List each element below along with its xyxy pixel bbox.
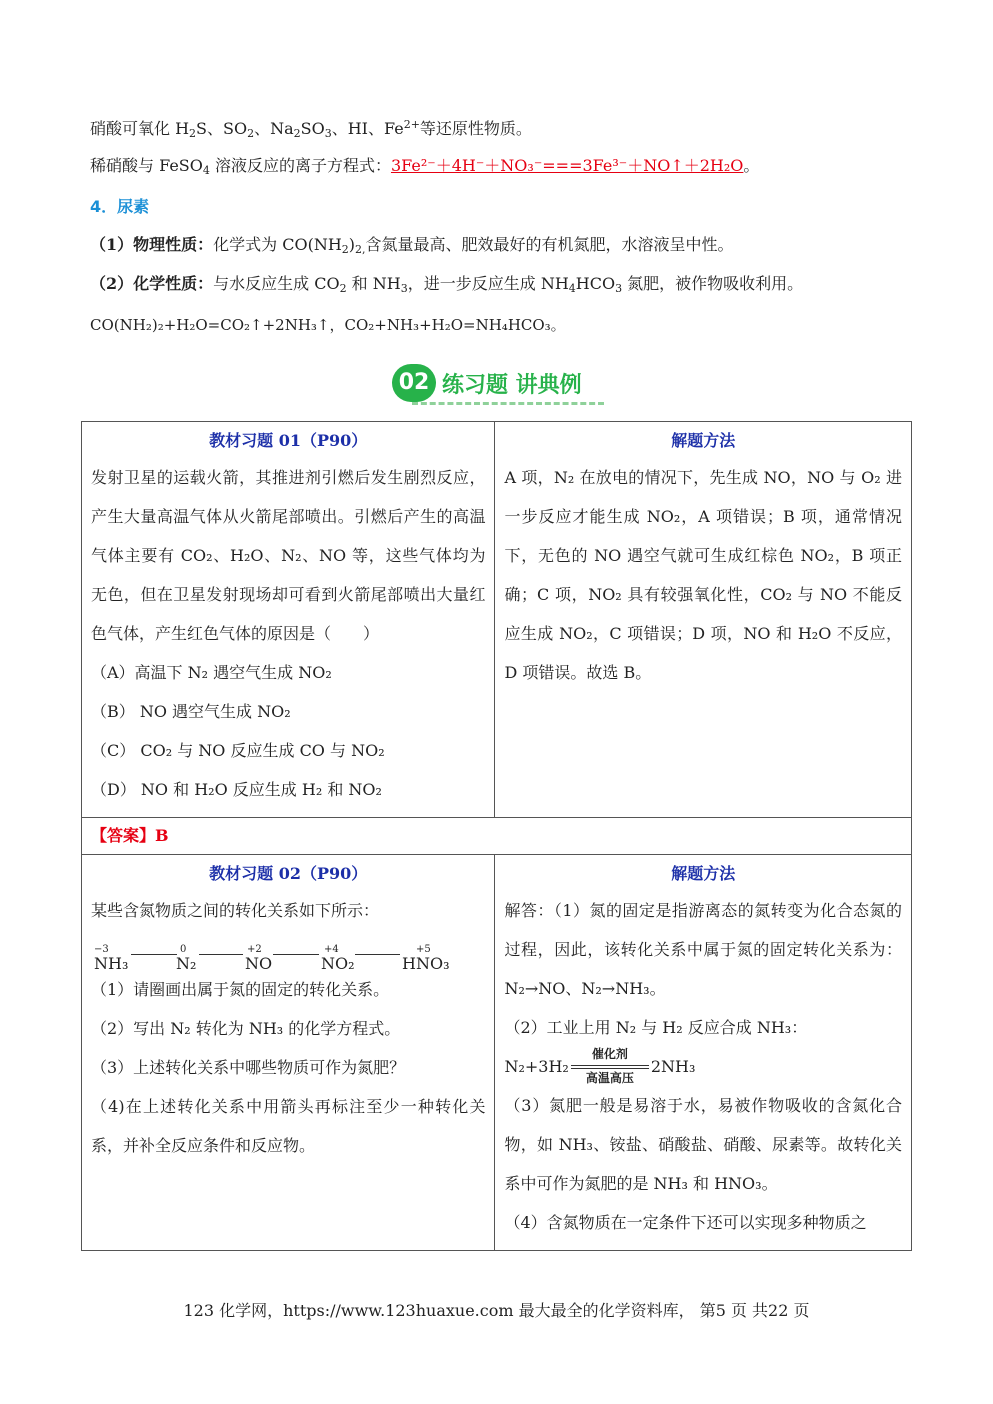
q2-method-2: （2）工业上用 N₂ 与 H₂ 反应合成 NH₃： xyxy=(504,1018,808,1037)
q2-stem: 某些含氮物质之间的转化关系如下所示： xyxy=(91,901,380,920)
text: 化学式为 CO(NH xyxy=(213,235,342,254)
text: 溶液反应的离子方程式： xyxy=(209,156,391,175)
banner-number: 02 xyxy=(392,364,436,402)
q2-item: （2）写出 N₂ 转化为 NH₃ 的化学方程式。 xyxy=(91,1019,401,1038)
ox-state: +2 xyxy=(247,944,262,955)
urea-chemical: （2）化学性质：与水反应生成 $CO_2$ 和 $NH_3$，进一步反应生成 $NH_4HCO_3$ 氮肥，被作物吸收利用。 xyxy=(90,274,804,295)
text: 稀硝酸与 FeSO xyxy=(90,156,203,175)
catalyst-label: 催化剂 xyxy=(591,1046,628,1061)
intro-line-1: 硝酸可氧化 $H_2S$、$SO_2$、$Na_2SO_3$、HI、$Fe^{2+}$等还原性物质。 xyxy=(90,118,532,140)
arrow-line xyxy=(571,1068,649,1069)
label: （1）物理性质： xyxy=(90,235,214,254)
text: S、SO xyxy=(196,119,248,138)
chain-species: NH₃ xyxy=(94,954,129,973)
condition-label: 高温高压 xyxy=(585,1070,634,1085)
q2-question-cell xyxy=(82,855,495,1251)
q2-heading: 教材习题 02（P90） xyxy=(209,864,368,883)
chain-link xyxy=(199,954,243,955)
text: ，进一步反应生成 NH xyxy=(407,274,569,293)
text: 含氮量最高、肥效最好的有机氮肥，水溶液呈中性。 xyxy=(365,235,734,254)
q1-option: （D） NO 和 H₂O 反应生成 H₂ 和 NO₂ xyxy=(91,780,382,799)
chain-link xyxy=(131,954,177,955)
q1-option: （B） NO 遇空气生成 NO₂ xyxy=(91,702,291,721)
text: 与水反应生成 CO xyxy=(213,274,340,293)
banner-title: 练习题 讲典例 xyxy=(442,373,582,398)
section-banner xyxy=(392,362,612,408)
q2-method-3: （3）氮肥一般是易溶于水，易被作物吸收的含氮化合物，如 NH₃、铵盐、硝酸盐、硝酸、尿素等。故转化关系中可作为氮肥的是 NH₃ 和 HNO₃。 xyxy=(504,1096,902,1193)
chain-species: NO xyxy=(245,954,273,973)
q1-option: （C） CO₂ 与 NO 反应生成 CO 与 NO₂ xyxy=(91,741,385,760)
text: 等还原性物质。 xyxy=(419,119,532,138)
text: 、Na xyxy=(254,119,294,138)
q1-method-text: A 项，N₂ 在放电的情况下，先生成 NO，NO 与 O₂ 进一步反应才能生成 NO₂，A 项错误；B 项，通常情况下，无色的 NO 遇空气就可生成红棕色 NO₂，B 项正确；C 项，NO₂ 具有较强氧化性，CO₂ 与 NO 不能反应生成 NO₂，C 项错误；D 项，NO 和 H₂O 不反应，D 项错误。故选 B。 xyxy=(504,468,902,682)
chain-link xyxy=(355,954,400,955)
chain-species: HNO₃ xyxy=(402,954,450,973)
q2-row xyxy=(82,855,912,1251)
text: SO xyxy=(300,119,325,138)
page-footer: 123 化学网，https://www.123huaxue.com 最大最全的化学资料库， 第5 页 共22 页 xyxy=(183,1301,810,1320)
chain-species: N₂ xyxy=(176,954,197,973)
q1-answer-cell xyxy=(82,818,912,855)
q1-method-heading: 解题方法 xyxy=(671,431,736,450)
text: 和 NH xyxy=(346,274,401,293)
ox-state: 0 xyxy=(180,944,187,955)
q2-item: （4)在上述转化关系中用箭头再标注至少一种转化关系，并补全反应条件和反应物。 xyxy=(91,1097,486,1155)
q1-question-cell xyxy=(82,422,495,818)
eq-left: N₂+3H₂ xyxy=(504,1057,569,1076)
ox-state: +4 xyxy=(324,944,339,955)
q2-item: （1）请圈画出属于氮的固定的转化关系。 xyxy=(91,980,390,999)
q2-method-4: （4）含氮物质在一定条件下还可以实现多种物质之 xyxy=(504,1213,867,1232)
q1-option: （A）高温下 N₂ 遇空气生成 NO₂ xyxy=(91,663,332,682)
reversible-arrow xyxy=(571,1046,649,1085)
text: 、HI、Fe xyxy=(331,119,404,138)
q2-method-cell xyxy=(495,855,912,1251)
section-4-title: 4．尿素 xyxy=(90,197,150,216)
q1-heading: 教材习题 01（P90） xyxy=(209,431,368,450)
chain-species: NO₂ xyxy=(321,954,355,973)
urea-physical: （1）物理性质：化学式为 $CO(NH_2)_{2,}$含氮量最高、肥效最好的有机氮肥，水溶液呈中性。 xyxy=(90,235,734,256)
q1-stem: 发射卫星的运载火箭，其推进剂引燃后发生剧烈反应，产生大量高温气体从火箭尾部喷出。引燃后产生的高温气体主要有 CO₂、H₂O、N₂、NO 等，这些气体均为无色，但在卫星发射现场却可看到火箭尾部喷出大量红色气体，产生红色气体的原因是（ ） xyxy=(91,468,486,643)
intro-line-2: 稀硝酸与 FeSO$_4$ 溶液反应的离子方程式：3Fe²⁻＋4H⁻＋NO₃⁻===3Fe³⁻＋NO↑＋2H₂O。 xyxy=(90,156,760,177)
q1-row xyxy=(82,422,912,818)
text: HCO xyxy=(575,274,616,293)
ox-state: −3 xyxy=(94,944,109,955)
arrow-line xyxy=(571,1065,649,1066)
haber-equation xyxy=(504,1047,902,1086)
urea-equation: CO(NH₂)₂+H₂O=CO₂↑+2NH₃↑，CO₂+NH₃+H₂O=NH₄HCO₃。 xyxy=(90,316,566,334)
eq-right: 2NH₃ xyxy=(650,1057,696,1076)
text: 。 xyxy=(743,156,760,175)
text: ) xyxy=(348,235,356,254)
q1-method-cell xyxy=(495,422,912,818)
label: （2）化学性质： xyxy=(90,274,214,293)
banner-underline xyxy=(412,402,604,405)
nitrogen-chain xyxy=(91,930,485,973)
ox-state: +5 xyxy=(416,944,431,955)
q2-item: （3）上述转化关系中哪些物质可作为氮肥？ xyxy=(91,1058,406,1077)
q2-method-heading: 解题方法 xyxy=(671,864,736,883)
q1-answer-row xyxy=(82,818,912,855)
text: 氮肥，被作物吸收利用。 xyxy=(622,274,804,293)
q2-method-1: 解答：（1）氮的固定是指游离态的氮转变为化合态氮的过程，因此，该转化关系中属于氮的固定转化关系为：N₂→NO、N₂→NH₃。 xyxy=(504,901,902,998)
chain-link xyxy=(273,954,319,955)
exercise-table xyxy=(81,421,912,1251)
text: 硝酸可氧化 H xyxy=(90,119,190,138)
answer-value: B xyxy=(155,826,169,845)
answer-label: 【答案】 xyxy=(91,826,156,845)
ionic-equation: 3Fe²⁻＋4H⁻＋NO₃⁻===3Fe³⁻＋NO↑＋2H₂O xyxy=(390,156,744,175)
